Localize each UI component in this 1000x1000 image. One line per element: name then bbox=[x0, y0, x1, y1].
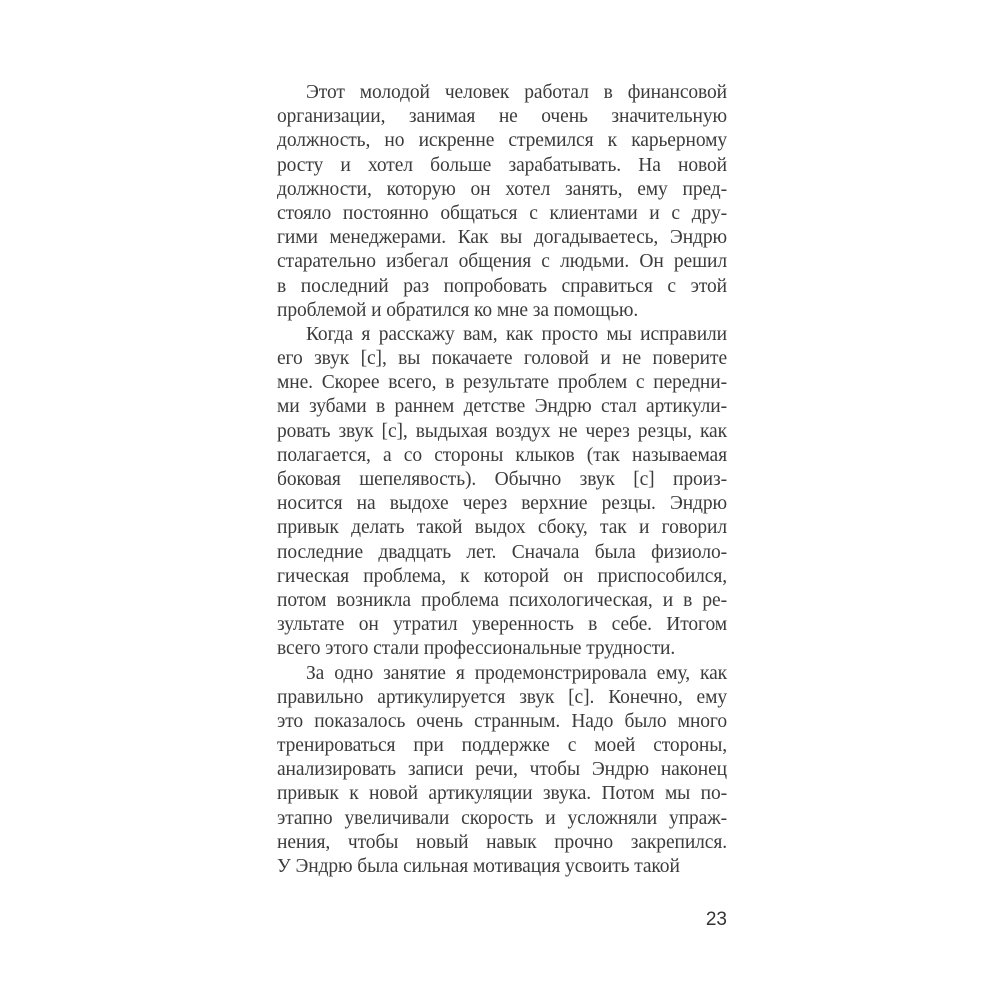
text-line: За одно занятие я продемонстрировала ему, как bbox=[306, 662, 727, 684]
text-line: потом возникла проблема психологическая, и в ре- bbox=[277, 589, 727, 611]
text-line: проблемой и обратился ко мне за помощью. bbox=[277, 299, 639, 321]
text-line: организации, занимая не очень значительную bbox=[277, 106, 727, 128]
text-line: полагается, а со стороны клыков (так называемая bbox=[277, 444, 727, 466]
text-line: Когда я расскажу вам, как просто мы исправили bbox=[306, 323, 727, 345]
text-line: должность, но искренне стремился к карьерному bbox=[277, 130, 727, 152]
text-line: правильно артикулируется звук [с]. Конечно, ему bbox=[277, 686, 727, 708]
text-line: этапно увеличивали скорость и усложняли упраж- bbox=[277, 807, 727, 829]
paragraph bbox=[277, 323, 727, 662]
page-number: 23 bbox=[705, 909, 727, 930]
text-line: У Эндрю была сильная мотивация усвоить такой bbox=[277, 856, 680, 877]
text-line: его звук [с], вы покачаете головой и не поверите bbox=[277, 348, 727, 370]
text-line: анализировать записи речи, чтобы Эндрю наконец bbox=[277, 759, 727, 781]
page-text-block bbox=[277, 81, 727, 879]
text-line: должности, которую он хотел занять, ему пред- bbox=[277, 178, 727, 200]
text-line: боковая шепелявость). Обычно звук [с] произ- bbox=[277, 469, 727, 490]
text-line: всего этого стали профессиональные трудности. bbox=[277, 638, 676, 660]
text-line: ми зубами в раннем детстве Эндрю стал артикули- bbox=[277, 396, 727, 418]
text-line: мне. Скорее всего, в результате проблем с передни- bbox=[277, 372, 727, 394]
text-line: стояло постоянно общаться с клиентами и с дру- bbox=[277, 202, 727, 224]
text-line: тренироваться при поддержке с моей стороны, bbox=[277, 735, 727, 757]
text-line: последние двадцать лет. Сначала была физиоло- bbox=[277, 541, 727, 563]
text-line: это показалось очень странным. Надо было много bbox=[277, 710, 727, 732]
text-line: старательно избегал общения с людьми. Он решил bbox=[277, 251, 727, 273]
text-line: гими менеджерами. Как вы догадываетесь, Эндрю bbox=[277, 227, 727, 249]
paragraph bbox=[277, 662, 727, 880]
text-line: зультате он утратил уверенность в себе. Итогом bbox=[277, 614, 727, 636]
paragraph bbox=[277, 81, 727, 323]
text-line: привык к новой артикуляции звука. Потом мы по- bbox=[277, 783, 727, 805]
text-line: Этот молодой человек работал в финансовой bbox=[306, 82, 727, 103]
text-line: гическая проблема, к которой он приспособился, bbox=[277, 565, 727, 587]
text-line: ровать звук [с], выдыхая воздух не через резцы, как bbox=[277, 420, 727, 442]
text-line: в последний раз попробовать справиться с этой bbox=[277, 275, 727, 297]
text-line: носится на выдохе через верхние резцы. Эндрю bbox=[277, 493, 727, 515]
text-line: привык делать такой выдох сбоку, так и говорил bbox=[277, 517, 727, 539]
text-line: росту и хотел больше зарабатывать. На новой bbox=[277, 154, 727, 176]
text-line: нения, чтобы новый навык прочно закрепился. bbox=[277, 831, 727, 853]
